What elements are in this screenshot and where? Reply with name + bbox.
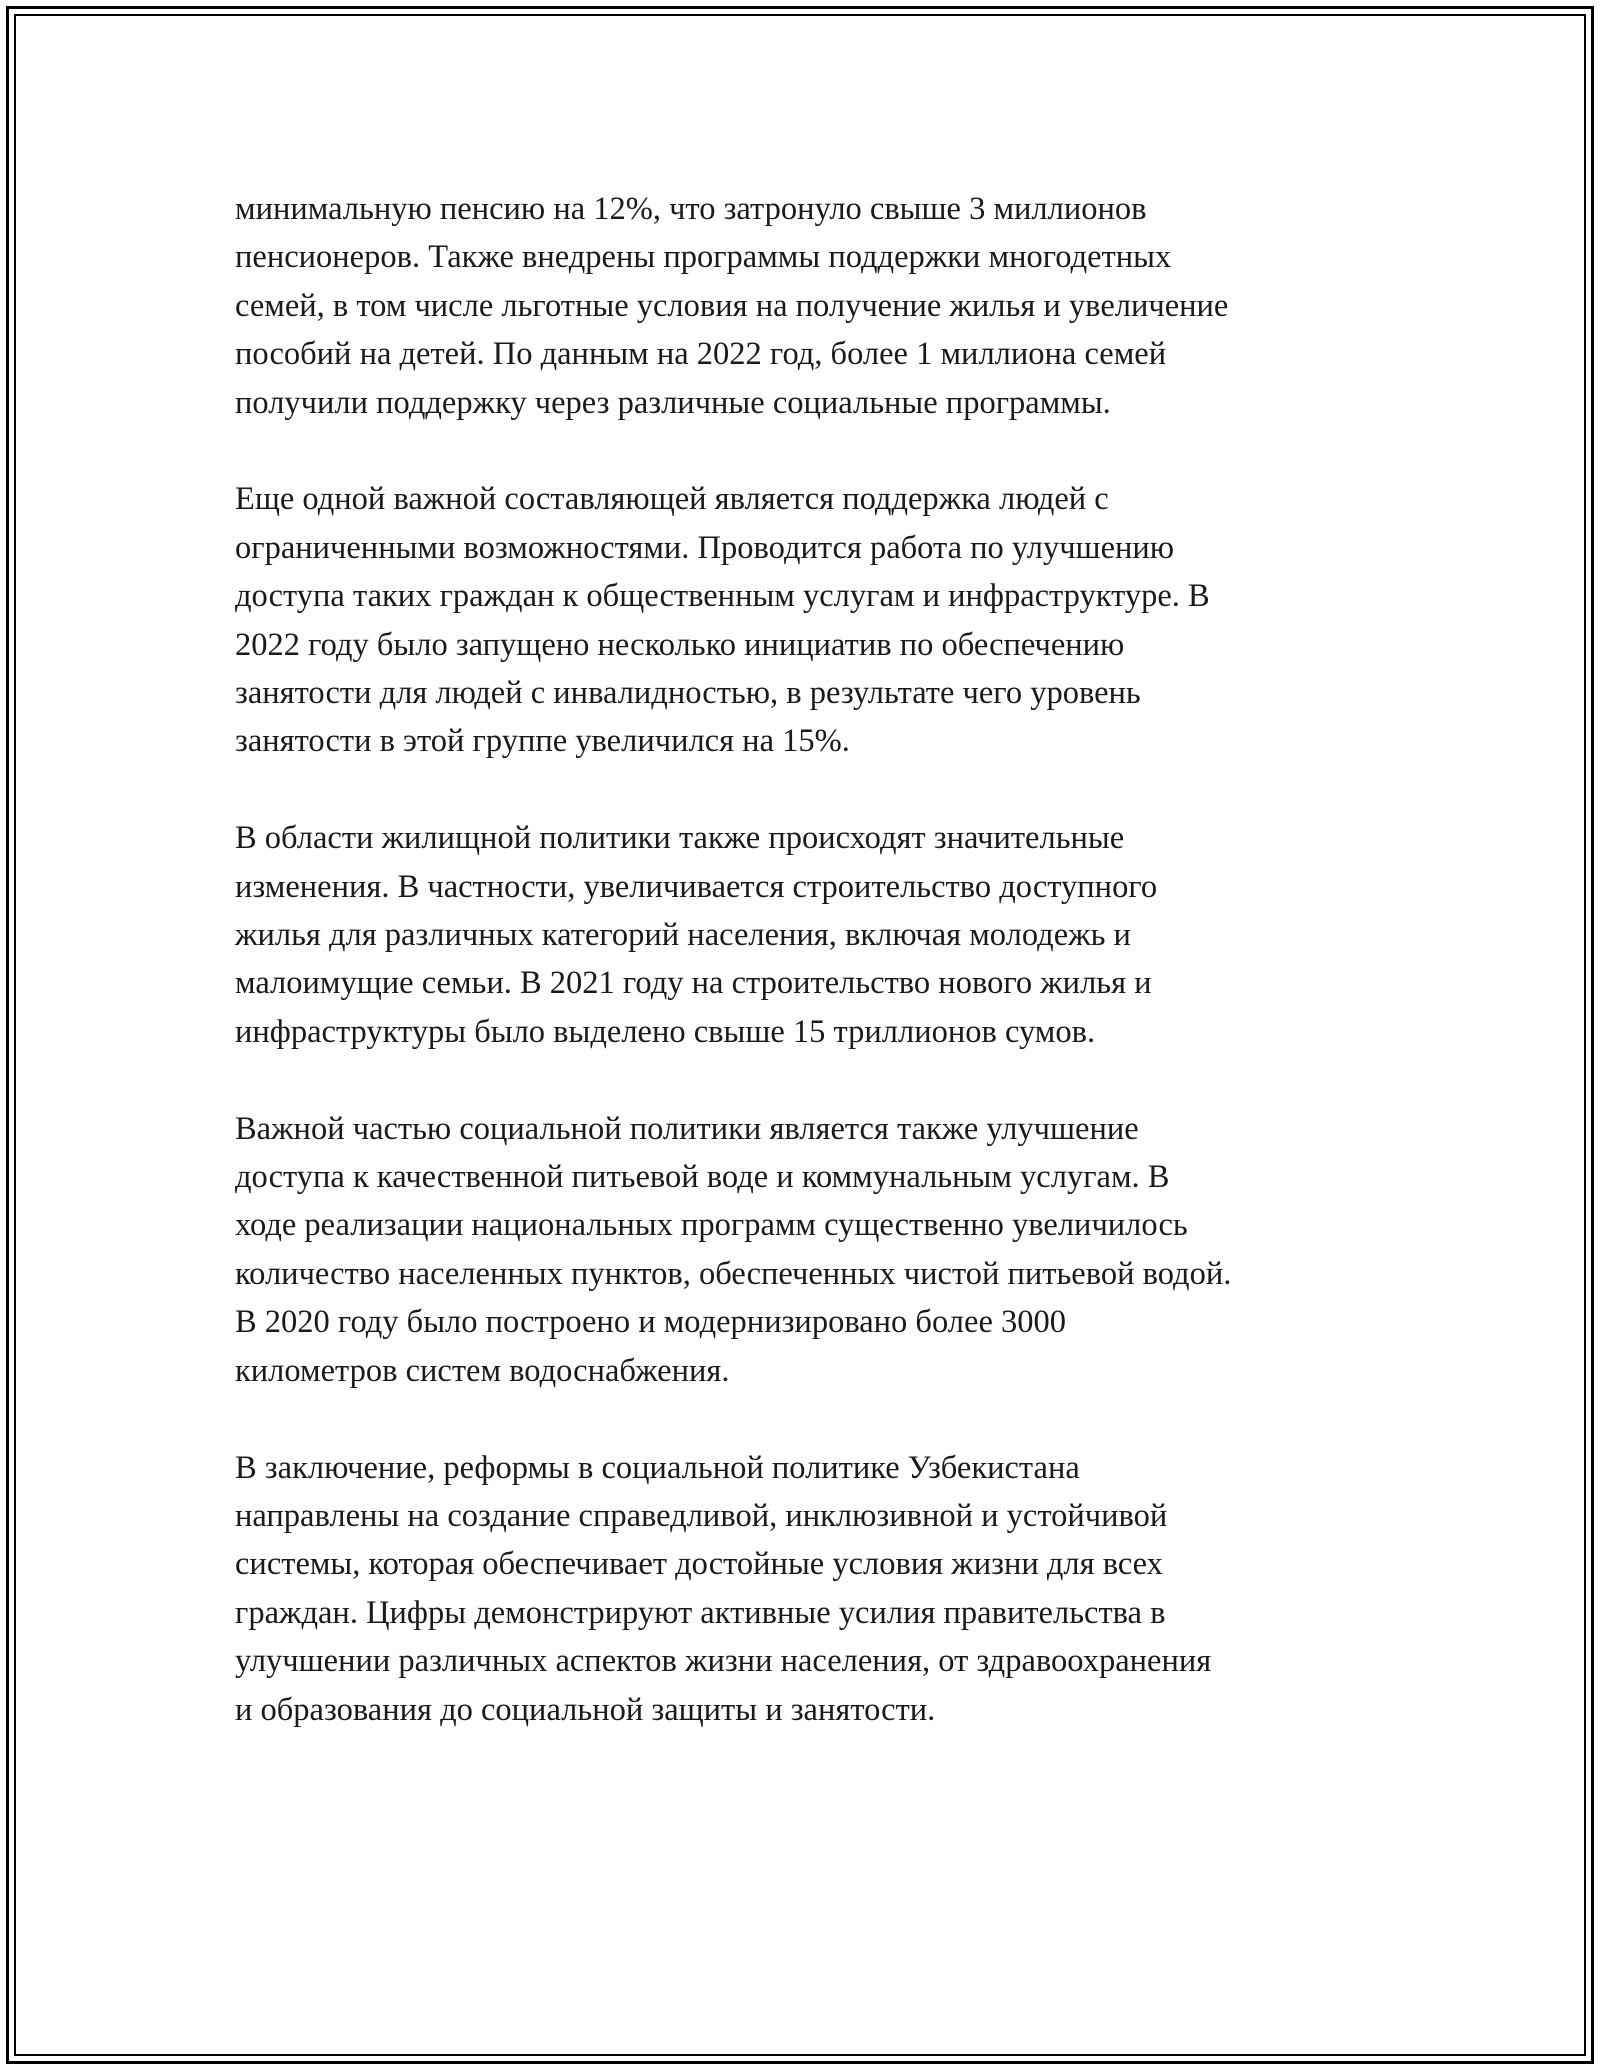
paragraph-disability-support: Еще одной важной составляющей является поддержка людей с ограниченными возможностями. Проводится работа по улучшению доступа таких граждан к общественным услугам и инфраструктуре. В 2022 году было запущено несколько инициатив по обеспечению занятости для людей с инвалидностью, в результате чего уровень занятости в этой группе увеличился на 15%. — [235, 481, 1210, 760]
paragraph-housing-policy: В области жилищной политики также происходят значительные изменения. В частности, увеличивается строительство доступного жилья для различных категорий населения, включая молодежь и малоимущие семьи. В 2021 году на строительство нового жилья и инфраструктуры было выделено свыше 15 триллионов сумов. — [235, 820, 1158, 1050]
document-body — [235, 185, 1395, 1782]
paragraph-conclusion: В заключение, реформы в социальной политике Узбекистана направлены на создание справедливой, инклюзивной и устойчивой системы, которая обеспечивает достойные условия жизни для всех граждан. Цифры демонстрируют активные усилия правительства в улучшении различных аспектов жизни населения, от здравоохранения и образования до социальной защиты и занятости. — [235, 1449, 1212, 1728]
paragraph-pensions: минимальную пенсию на 12%, что затронуло свыше 3 миллионов пенсионеров. Также внедрены программы поддержки многодетных семей, в том числе льготные условия на получение жилья и увеличение пособий на детей. По данным на 2022 год, более 1 миллиона семей получили поддержку через различные социальные программы. — [235, 191, 1229, 421]
paragraph-water-utilities: Важной частью социальной политики является также улучшение доступа к качественной питьевой воде и коммунальным услугам. В ходе реализации национальных программ существенно увеличилось количество населенных пунктов, обеспеченных чистой питьевой водой. В 2020 году было построено и модернизировано более 3000 километров систем водоснабжения. — [235, 1110, 1232, 1389]
